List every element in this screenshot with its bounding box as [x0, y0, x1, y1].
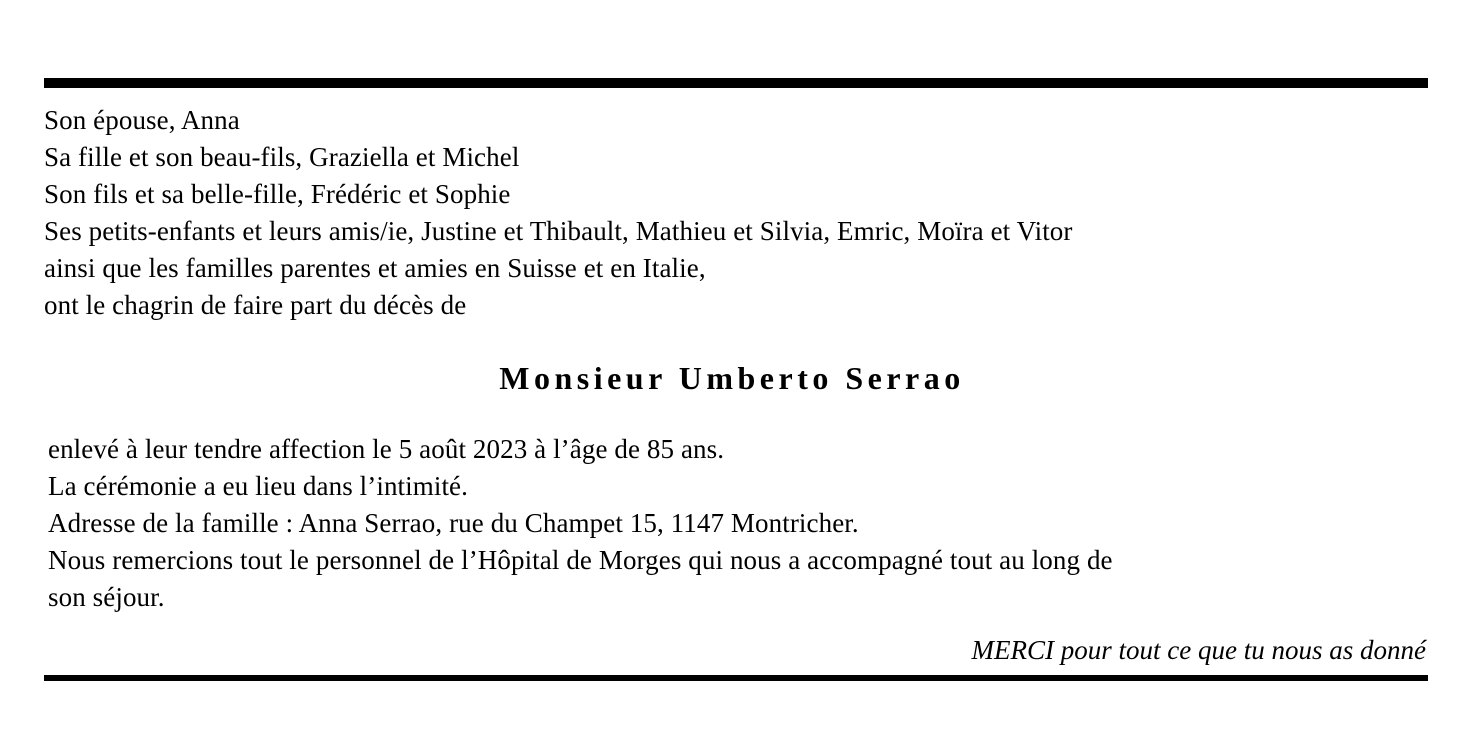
closing-message: MERCI pour tout ce que tu nous as donné [971, 635, 1426, 665]
bottom-divider-rule [44, 675, 1428, 681]
top-divider-rule [44, 78, 1428, 88]
detail-line: Adresse de la famille : Anna Serrao, rue du Champet 15, 1147 Montricher. [48, 508, 859, 538]
family-line: ainsi que les familles parentes et amies en Suisse et en Italie, [44, 253, 706, 283]
notice-details [44, 431, 1428, 616]
death-notice-card [44, 78, 1428, 681]
family-line: Son épouse, Anna [44, 105, 240, 135]
family-line: Ses petits-enfants et leurs amis/ie, Justine et Thibault, Mathieu et Silvia, Emric, Moïra et Vitor [44, 216, 1073, 246]
notice-body [44, 88, 1428, 669]
deceased-name: Monsieur Umberto Serrao [499, 360, 965, 396]
family-line: Son fils et sa belle-fille, Frédéric et Sophie [44, 179, 511, 209]
detail-line: enlevé à leur tendre affection le 5 août 2023 à l’âge de 85 ans. [48, 434, 725, 464]
detail-line: Nous remercions tout le personnel de l’Hôpital de Morges qui nous a accompagné tout au long de [48, 545, 1113, 575]
detail-line: La cérémonie a eu lieu dans l’intimité. [48, 471, 468, 501]
family-line: ont le chagrin de faire part du décès de [44, 290, 467, 320]
detail-line: son séjour. [48, 582, 165, 612]
family-line: Sa fille et son beau-fils, Graziella et Michel [44, 142, 520, 172]
